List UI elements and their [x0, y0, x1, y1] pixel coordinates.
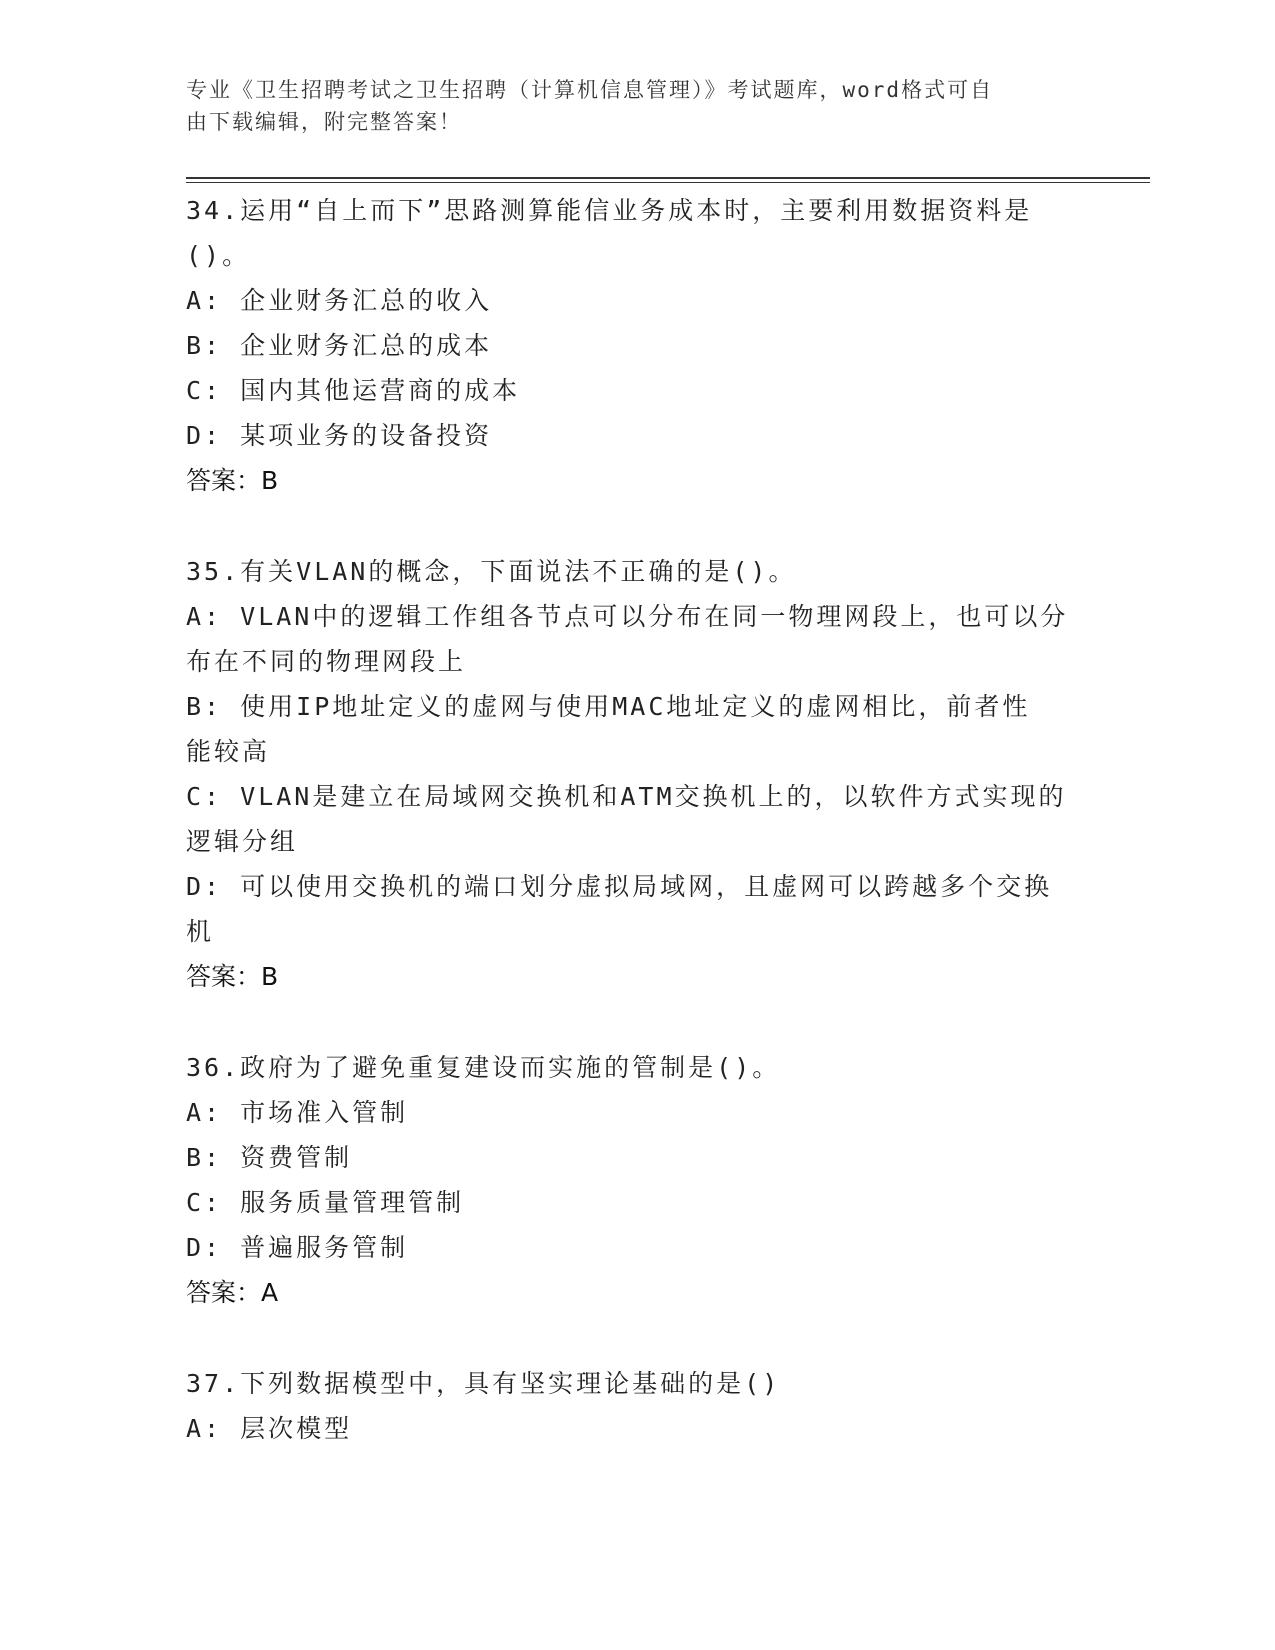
question-text-line: ()。: [186, 241, 251, 270]
question-text-line: 36.政府为了避免重复建设而实施的管制是()。: [186, 1053, 781, 1082]
option-d-continued: 机: [186, 917, 215, 946]
option-b: B: 使用IP地址定义的虚网与使用MAC地址定义的虚网相比，前者性: [186, 692, 1031, 721]
header-divider-thin: [186, 182, 1150, 183]
answer-label: 答案：A: [186, 1278, 279, 1307]
header-line-1: 专业《卫生招聘考试之卫生招聘（计算机信息管理）》考试题库，word格式可自: [186, 78, 994, 102]
question-gap: [186, 1316, 1086, 1361]
option-a: A: 市场准入管制: [186, 1098, 409, 1127]
header-line-2: 由下载编辑，附完整答案！: [186, 110, 462, 134]
question-gap: [186, 504, 1086, 549]
option-d: D: 普遍服务管制: [186, 1233, 409, 1262]
question-text-line: 37.下列数据模型中，具有坚实理论基础的是(): [186, 1369, 781, 1398]
answer-label: 答案：B: [186, 962, 279, 991]
question-block: [186, 1045, 1086, 1316]
document-header: [186, 74, 1066, 138]
option-c: C: 国内其他运营商的成本: [186, 376, 521, 405]
option-b: B: 资费管制: [186, 1143, 353, 1172]
option-d: D: 可以使用交换机的端口划分虚拟局域网，且虚网可以跨越多个交换: [186, 872, 1053, 901]
question-text-line: 35.有关VLAN的概念，下面说法不正确的是()。: [186, 557, 797, 586]
option-a-continued: 布在不同的物理网段上: [186, 647, 467, 676]
question-block: [186, 188, 1086, 504]
question-gap: [186, 1000, 1086, 1045]
question-block: [186, 549, 1086, 1000]
header-divider-thick: [186, 177, 1150, 179]
option-a: A: 层次模型: [186, 1414, 353, 1443]
option-a: A: VLAN中的逻辑工作组各节点可以分布在同一物理网段上，也可以分: [186, 602, 1069, 631]
question-block: [186, 1361, 1086, 1451]
answer-label: 答案：B: [186, 466, 279, 495]
option-b-continued: 能较高: [186, 737, 271, 766]
option-c-continued: 逻辑分组: [186, 827, 299, 856]
option-c: C: 服务质量管理管制: [186, 1188, 465, 1217]
option-d: D: 某项业务的设备投资: [186, 421, 493, 450]
option-a: A: 企业财务汇总的收入: [186, 286, 493, 315]
question-text-line: 34.运用“自上而下”思路测算能信业务成本时，主要利用数据资料是: [186, 196, 1033, 225]
option-c: C: VLAN是建立在局域网交换机和ATM交换机上的，以软件方式实现的: [186, 782, 1067, 811]
question-list: [186, 188, 1086, 1451]
option-b: B: 企业财务汇总的成本: [186, 331, 493, 360]
